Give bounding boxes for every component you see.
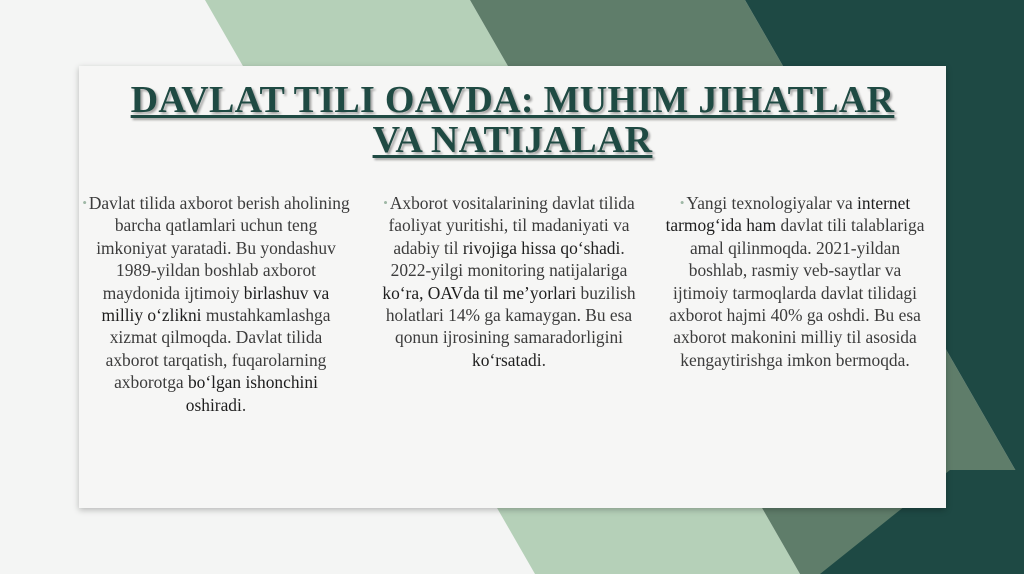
column-2-highlight-a: rivojiga hissa qo‘shadi xyxy=(462,237,621,258)
bullet-icon: • xyxy=(82,195,87,210)
column-2-text-a: Axborot vositalarining davlat tilida faoliyat yuritishi, til madaniyati va adabiy til xyxy=(388,193,635,258)
column-1-highlight-b: bo‘lgan ishonchini oshiradi xyxy=(185,372,318,415)
text-column-1 xyxy=(82,192,350,416)
column-1-text-b: mustahkamlashga xizmat qilmoqda. Davlat tilida axborot tarqatish, fuqarolarning axborotga xyxy=(105,305,331,393)
column-1-text-a: Davlat tilida axborot berish aholining barcha qatlamlari uchun teng imkoniyat yaratadi. Bu yondashuv 1989-yildan boshlab axborot maydonida ijtimoiy xyxy=(88,193,350,303)
bullet-icon: • xyxy=(383,195,388,210)
column-1-highlight-a: birlashuv va milliy o‘zlikni xyxy=(101,282,330,326)
slide-title-line2: VA NATIJALAR xyxy=(372,119,653,161)
column-2-text-c: buzilish holatlari 14% ga kamaygan. Bu esa qonun ijrosining samaradorligini xyxy=(385,282,636,348)
column-3-text-b: davlat tili talablariga amal qilinmoqda. 2021-yildan boshlab, rasmiy veb-saytlar va ijtimoiy tarmoqlarda davlat tilidagi axborot hajmi 40% ga oshdi. Bu esa axborot makonini milliy til asosida kengaytirishga imkon bermoqda. xyxy=(669,215,925,370)
text-column-2 xyxy=(375,192,643,371)
bullet-icon: • xyxy=(679,195,685,210)
column-1-text-c: . xyxy=(241,394,247,415)
content-card xyxy=(79,66,946,508)
column-3-highlight-a: internet tarmog‘ida ham xyxy=(665,193,911,236)
column-3-text-a: Yangi texnologiyalar va xyxy=(686,193,858,213)
slide-title xyxy=(79,80,946,160)
slide-title-line1: DAVLAT TILI OAVDA: MUHIM JIHATLAR xyxy=(130,79,895,121)
column-2-text-b: . 2022-yilgi monitoring natijalariga xyxy=(390,237,628,281)
text-column-3 xyxy=(661,192,929,371)
column-2-highlight-b: ko‘ra, OAVda til me’yorlari xyxy=(382,282,577,303)
column-2-text-d: . xyxy=(541,349,546,370)
column-2-highlight-c: ko‘rsatadi xyxy=(472,349,542,370)
